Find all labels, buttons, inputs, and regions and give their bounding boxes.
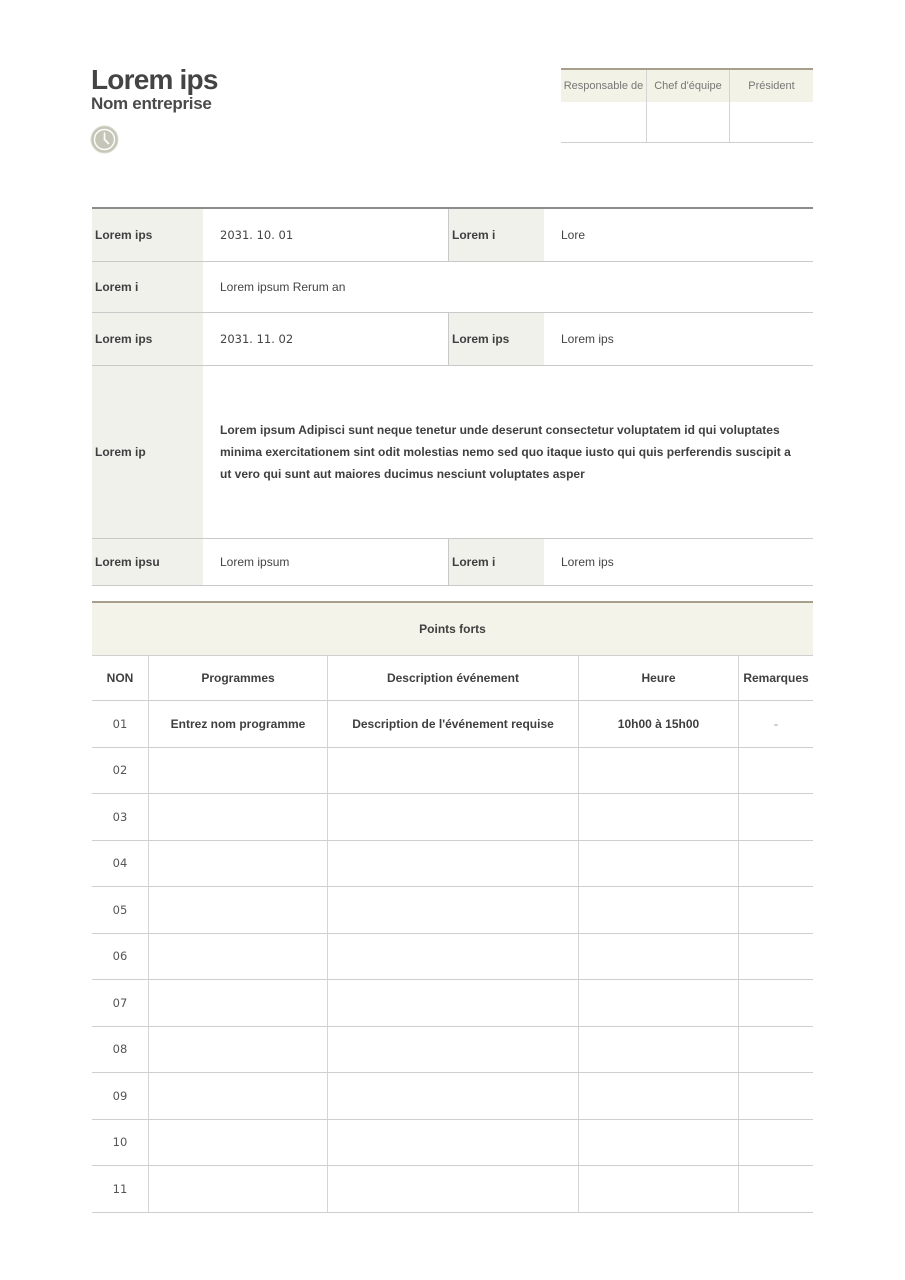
remarques-cell[interactable] xyxy=(738,1073,813,1119)
description-cell[interactable] xyxy=(327,748,578,794)
programme-cell[interactable] xyxy=(148,887,327,933)
table-row xyxy=(92,701,813,748)
programme-cell[interactable] xyxy=(148,980,327,1026)
remarques-cell[interactable] xyxy=(738,887,813,933)
heure-cell[interactable] xyxy=(578,1027,738,1073)
info-label: Lorem ips xyxy=(448,313,544,365)
remarques-cell[interactable] xyxy=(738,1120,813,1166)
document-title: Lorem ips xyxy=(91,64,218,95)
description-cell[interactable] xyxy=(327,1027,578,1073)
remarques-cell[interactable] xyxy=(738,748,813,794)
col-header-remarques: Remarques xyxy=(738,656,813,700)
col-header-no: NON xyxy=(106,671,134,685)
table-row xyxy=(92,1120,813,1167)
schedule-table xyxy=(92,601,813,1213)
info-table xyxy=(92,207,813,586)
remarques-cell[interactable] xyxy=(738,1166,813,1212)
col-header-description: Description événement xyxy=(327,656,578,700)
info-row xyxy=(92,209,813,262)
info-label: Lorem ipsu xyxy=(92,539,203,585)
heure-cell[interactable] xyxy=(578,748,738,794)
description-cell[interactable] xyxy=(327,1073,578,1119)
row-number: 05 xyxy=(112,902,128,917)
heure-cell[interactable] xyxy=(578,980,738,1026)
table-row xyxy=(92,1027,813,1074)
row-number: 11 xyxy=(112,1181,128,1196)
table-row xyxy=(92,748,813,795)
table-row xyxy=(92,934,813,981)
row-number: 01 xyxy=(112,716,128,731)
table-row xyxy=(92,1166,813,1213)
heure-cell[interactable] xyxy=(578,841,738,887)
description-cell[interactable] xyxy=(327,794,578,840)
info-value[interactable]: Lorem ips xyxy=(561,555,614,569)
info-label: Lorem ip xyxy=(92,366,203,538)
approval-header-row xyxy=(561,70,813,102)
approval-col-chef: Chef d'équipe xyxy=(646,70,729,102)
description-cell[interactable] xyxy=(327,841,578,887)
approval-col-president: Président xyxy=(729,70,813,102)
description-cell[interactable] xyxy=(327,1166,578,1212)
description-cell[interactable] xyxy=(327,934,578,980)
remarques-cell[interactable] xyxy=(738,794,813,840)
table-row xyxy=(92,1073,813,1120)
description-cell[interactable]: Description de l'événement requise xyxy=(327,701,578,747)
remarques-cell[interactable] xyxy=(738,934,813,980)
info-row xyxy=(92,539,813,586)
programme-cell[interactable] xyxy=(148,841,327,887)
info-label: Lorem i xyxy=(92,262,203,312)
programme-cell[interactable]: Entrez nom programme xyxy=(148,701,327,747)
programme-cell[interactable] xyxy=(148,1073,327,1119)
heure-cell[interactable]: 10h00 à 15h00 xyxy=(578,701,738,747)
signature-president[interactable] xyxy=(729,102,813,142)
remarques-cell[interactable]: - xyxy=(738,701,813,747)
info-value[interactable]: Lore xyxy=(561,228,586,242)
heure-cell[interactable] xyxy=(578,1166,738,1212)
info-row xyxy=(92,262,813,313)
info-description[interactable]: Lorem ipsum Adipisci sunt neque tenetur unde deserunt consectetur voluptatem id qui voluptates minima exercitationem sint odit molestias nemo sed quo itaque iusto qui quis perferendis suscipit a ut vero qui sunt aut maiores ducimus nesciunt voluptates asper xyxy=(220,423,791,481)
info-value[interactable]: Lorem ipsum Rerum an xyxy=(220,280,346,294)
programme-cell[interactable] xyxy=(148,794,327,840)
signature-responsable[interactable] xyxy=(561,102,646,142)
info-row xyxy=(92,366,813,539)
approval-signature-row xyxy=(561,102,813,143)
info-date-value[interactable]: 2031. 11. 02 xyxy=(220,332,294,346)
schedule-header-row xyxy=(92,656,813,701)
schedule-title: Points forts xyxy=(92,603,813,656)
table-row xyxy=(92,794,813,841)
heure-cell[interactable] xyxy=(578,794,738,840)
row-number: 08 xyxy=(112,1042,128,1057)
signature-chef[interactable] xyxy=(646,102,729,142)
info-row xyxy=(92,313,813,366)
info-label: Lorem i xyxy=(448,209,544,261)
table-row xyxy=(92,980,813,1027)
info-date-value[interactable]: 2031. 10. 01 xyxy=(220,228,294,242)
programme-cell[interactable] xyxy=(148,1027,327,1073)
row-number: 10 xyxy=(112,1135,128,1150)
col-header-heure: Heure xyxy=(578,656,738,700)
heure-cell[interactable] xyxy=(578,934,738,980)
info-value[interactable]: Lorem ipsum xyxy=(220,555,290,569)
remarques-cell[interactable] xyxy=(738,841,813,887)
info-label: Lorem ips xyxy=(92,313,203,365)
programme-cell[interactable] xyxy=(148,1120,327,1166)
heure-cell[interactable] xyxy=(578,1120,738,1166)
description-cell[interactable] xyxy=(327,887,578,933)
table-row xyxy=(92,887,813,934)
info-label: Lorem i xyxy=(448,539,544,585)
row-number: 06 xyxy=(112,949,128,964)
col-header-programmes: Programmes xyxy=(148,656,327,700)
programme-cell[interactable] xyxy=(148,934,327,980)
info-value[interactable]: Lorem ips xyxy=(561,332,614,346)
remarques-cell[interactable] xyxy=(738,980,813,1026)
row-number: 02 xyxy=(112,763,128,778)
description-cell[interactable] xyxy=(327,980,578,1026)
approval-col-responsable: Responsable de xyxy=(563,80,644,92)
row-number: 04 xyxy=(112,856,128,871)
programme-cell[interactable] xyxy=(148,1166,327,1212)
clock-icon xyxy=(90,125,119,154)
schedule-body xyxy=(92,701,813,1213)
row-number: 03 xyxy=(112,809,128,824)
company-name: Nom entreprise xyxy=(91,94,212,113)
heure-cell[interactable] xyxy=(578,887,738,933)
heure-cell[interactable] xyxy=(578,1073,738,1119)
programme-cell[interactable] xyxy=(148,748,327,794)
row-number: 09 xyxy=(112,1088,128,1103)
remarques-cell[interactable] xyxy=(738,1027,813,1073)
info-label: Lorem ips xyxy=(92,209,203,261)
table-row xyxy=(92,841,813,888)
approval-table xyxy=(561,68,813,143)
description-cell[interactable] xyxy=(327,1120,578,1166)
row-number: 07 xyxy=(112,995,128,1010)
